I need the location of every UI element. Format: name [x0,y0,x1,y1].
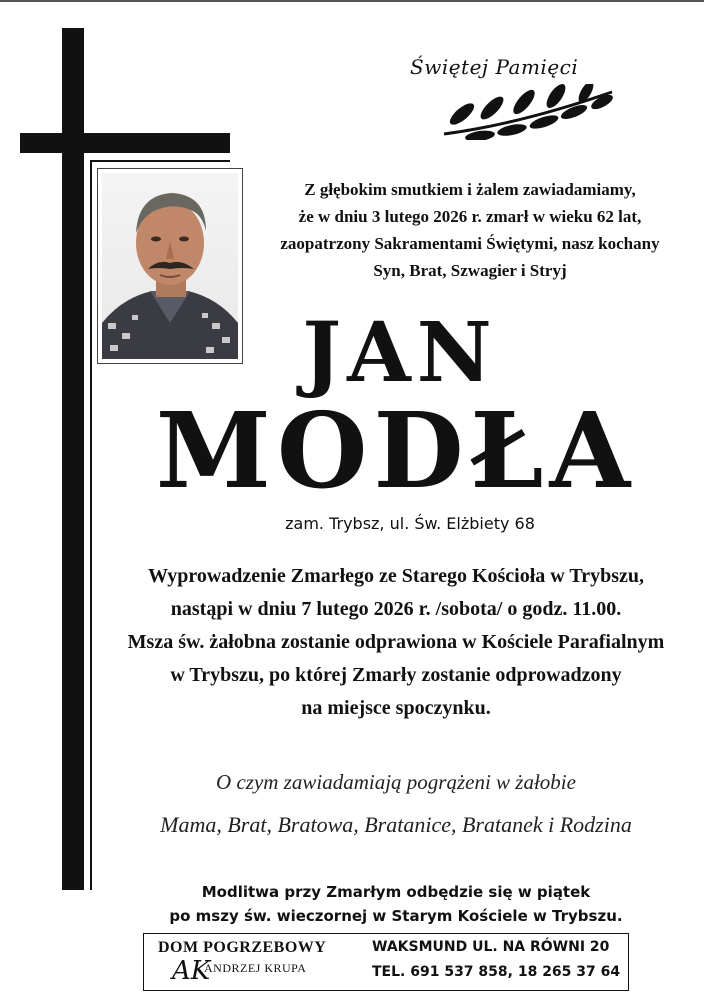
funeral-home-box [143,933,629,991]
intro-line: że w dniu 3 lutego 2026 r. zmarł w wieku 62 lat, [298,207,642,226]
intro-line: Z głębokim smutkiem i żalem zawiadamiamy, [304,180,636,199]
portrait-photo [102,173,238,359]
funeral-home-name: DOM POGRZEBOWY [158,939,327,956]
deceased-first-name: JAN [302,305,498,401]
ceremony-line: Msza św. żałobna zostanie odprawiona w Kościele Parafialnym [127,631,665,653]
cross-vertical-bar [62,28,84,890]
funeral-home-address: WAKSMUND UL. NA RÓWNI 20 [372,939,610,955]
laurel-branch-icon [440,84,620,140]
prayer-line: Modlitwa przy Zmarłym odbędzie się w piątek [201,883,591,901]
ceremony-line: w Trybszu, po której Zmarły zostanie odprowadzony [170,664,622,686]
header-title: Świętej Pamięci [410,55,579,79]
intro-line: zaopatrzony Sakramentami Świętymi, nasz kochany [280,234,660,253]
funeral-home-logo: AK [172,956,211,986]
cross-inner-line-vertical [90,160,92,890]
mourners-intro: O czym zawiadamiają pogrążeni w żałobie [216,770,576,794]
funeral-home-phone: TEL. 691 537 858, 18 265 37 64 [372,964,621,980]
cross-inner-line-horizontal [90,160,230,162]
deceased-address: zam. Trybsz, ul. Św. Elżbiety 68 [285,514,535,533]
top-border [0,0,704,2]
deceased-last-name: MODŁA [155,389,637,512]
intro-line: Syn, Brat, Szwagier i Stryj [373,261,567,280]
photo-frame [97,168,243,364]
announcement-intro [250,176,690,284]
portrait-icon [102,173,238,359]
prayer-info [96,880,696,928]
ceremony-line: na miejsce spoczynku. [301,697,491,719]
ceremony-line: nastąpi w dniu 7 lutego 2026 r. /sobota/ o godz. 11.00. [170,598,622,620]
ceremony-details [96,560,696,725]
funeral-home-owner: ANDRZEJ KRUPA [204,961,307,975]
prayer-line: po mszy św. wieczornej w Starym Kościele w Trybszu. [169,907,623,925]
mourners-names: Mama, Brat, Bratowa, Bratanice, Bratanek i Rodzina [160,812,632,837]
cross-horizontal-bar [20,133,230,153]
ceremony-line: Wyprowadzenie Zmarłego ze Starego Kościoła w Trybszu, [147,565,645,587]
